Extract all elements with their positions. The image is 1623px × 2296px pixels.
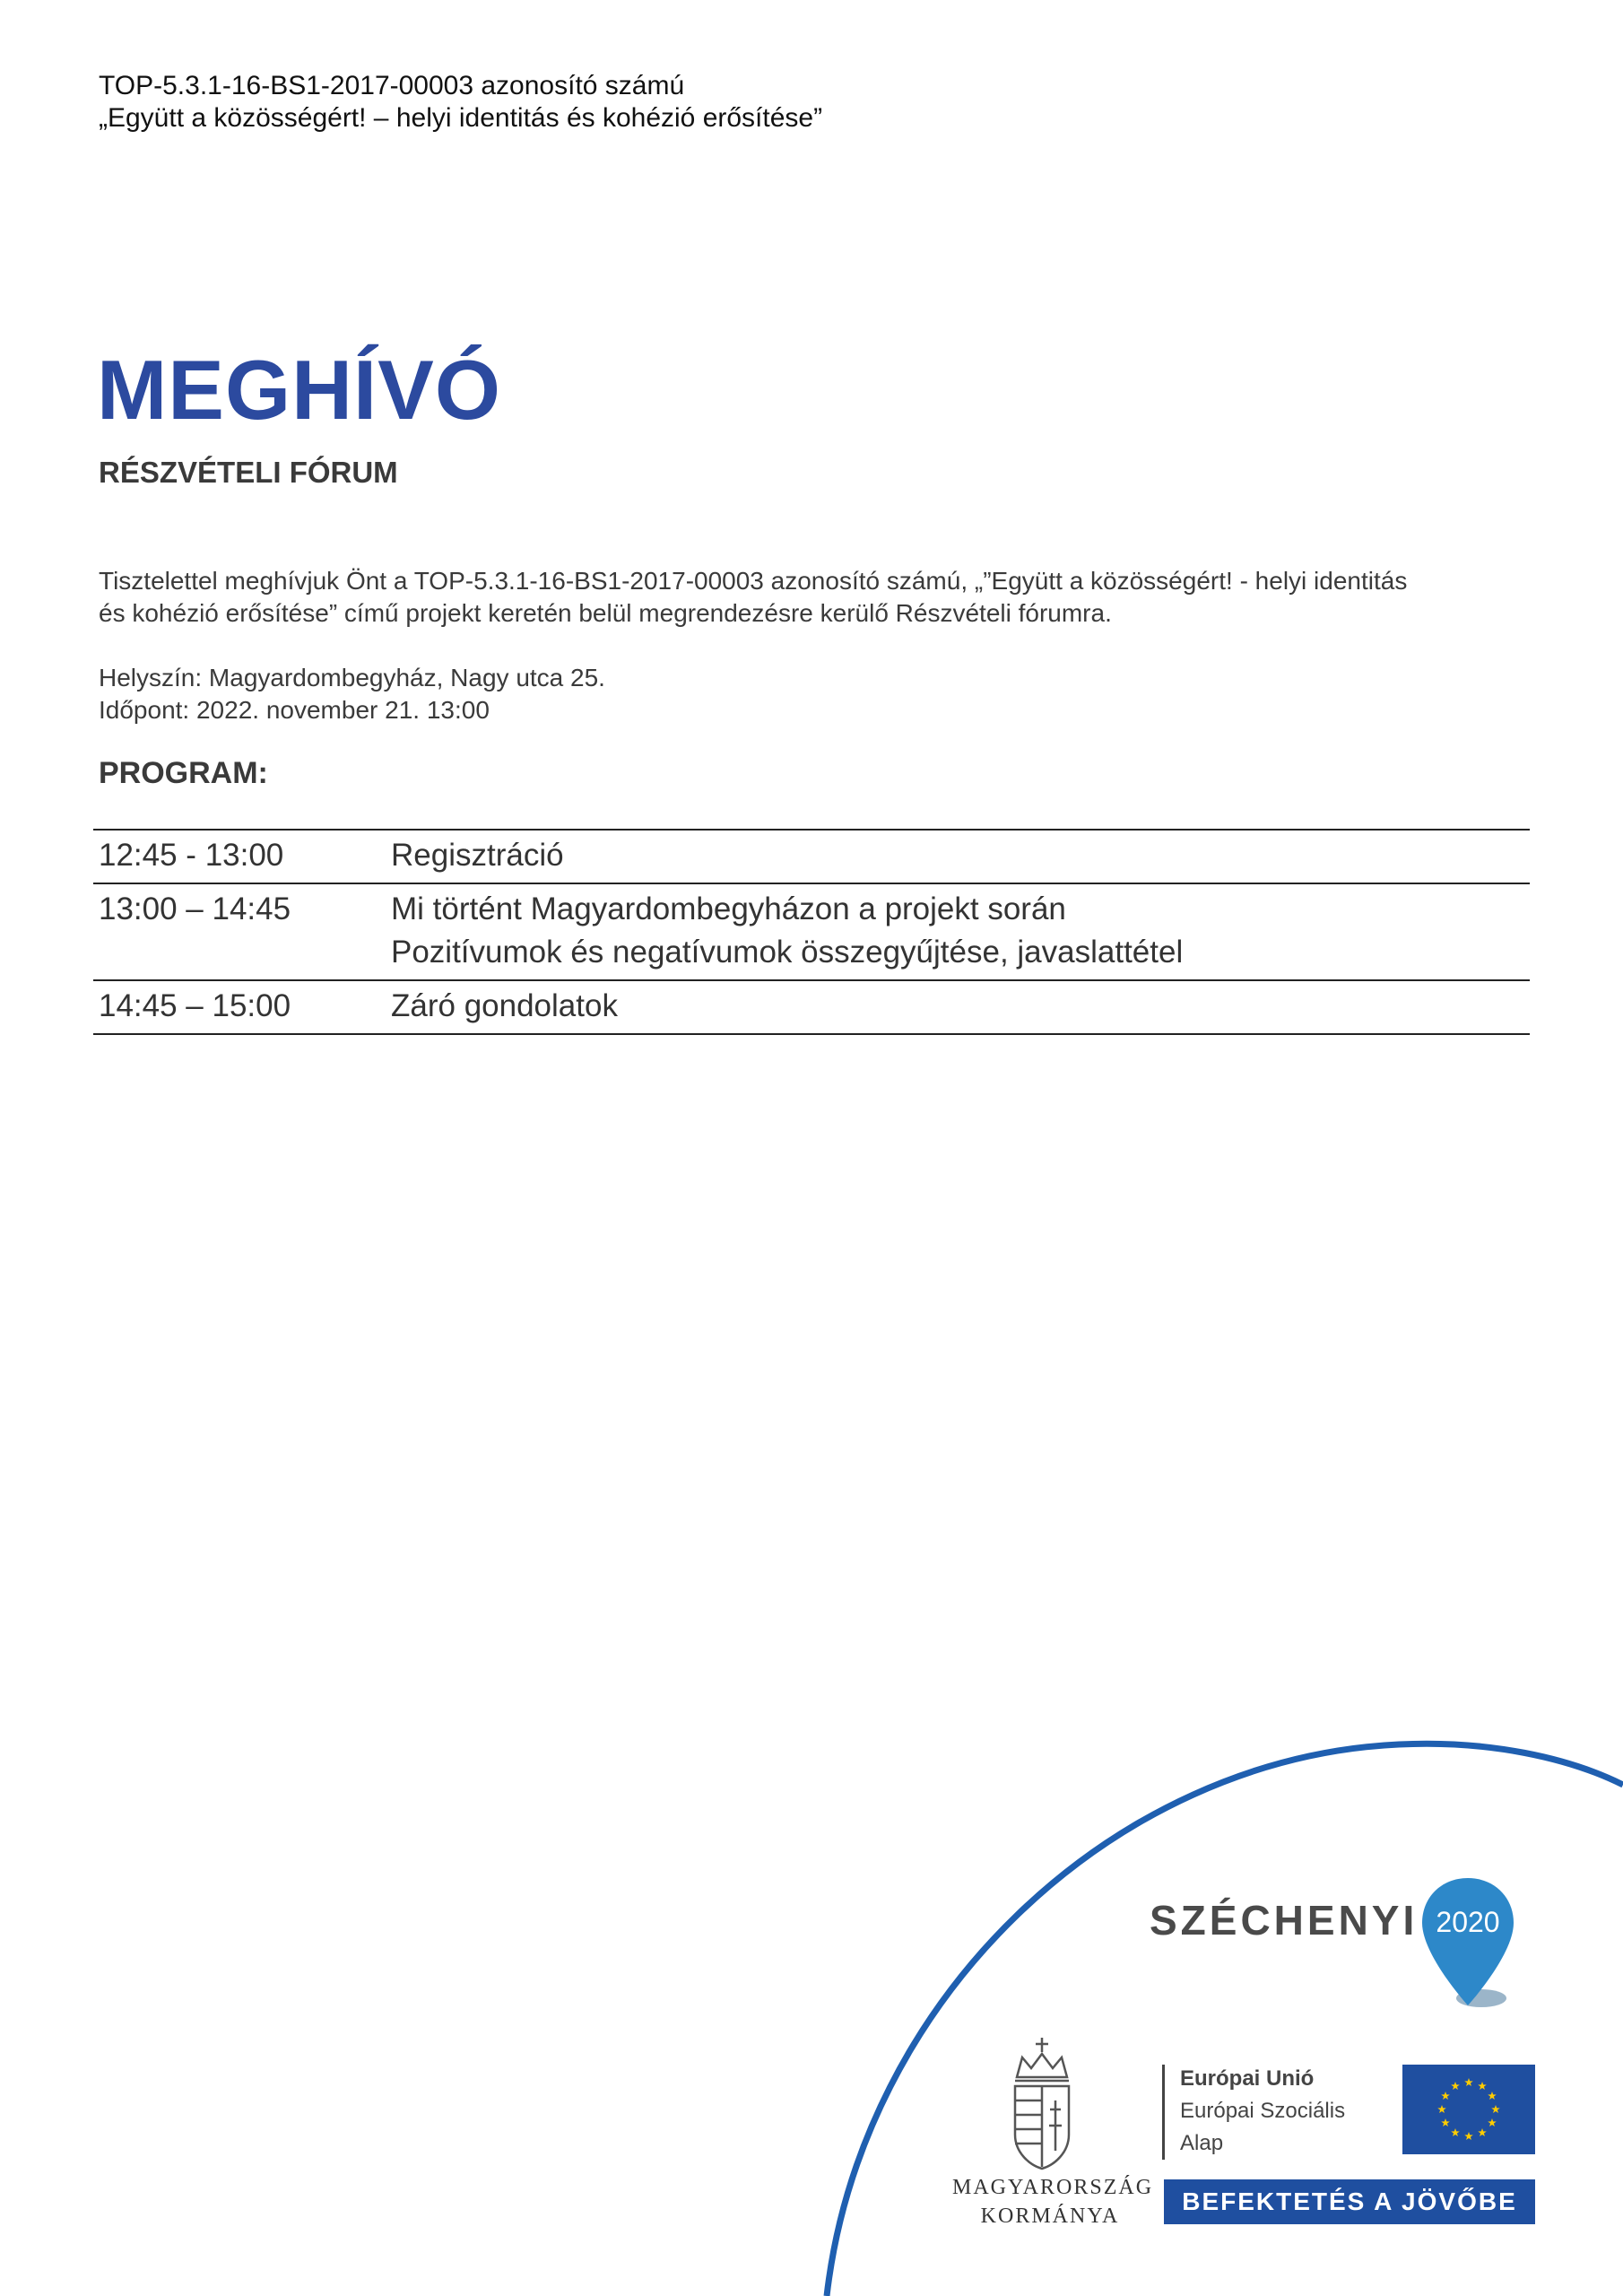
program-item: Mi történt Magyardombegyházon a projekt során [391,891,1066,926]
page-subtitle: RÉSZVÉTELI FÓRUM [99,456,398,489]
program-item: Regisztráció [391,838,564,873]
eu-fund-name: Európai Szociális [1180,2099,1346,2123]
szechenyi-pin-icon [1419,1874,1517,2009]
szechenyi-year: 2020 [1436,1906,1500,1938]
program-time: 13:00 – 14:45 [99,891,291,926]
hungarian-crest-icon [1010,2036,1074,2170]
government-name-line: KORMÁNYA [980,2205,1120,2228]
program-time: 14:45 – 15:00 [99,988,291,1023]
program-heading: PROGRAM: [99,756,268,790]
eu-divider [1162,2065,1165,2160]
event-location: Helyszín: Magyardombegyház, Nagy utca 25. [99,664,605,691]
intro-line: és kohézió erősítése” című projekt keretén belül megrendezésre kerülő Részvételi fórumra. [99,599,1112,627]
eu-fund-name: Alap [1180,2131,1224,2155]
event-time: Időpont: 2022. november 21. 13:00 [99,696,490,724]
government-name-line: MAGYARORSZÁG [952,2176,1154,2199]
program-item: Pozitívumok és negatívumok összegyűjtése, javaslattétel [391,935,1184,970]
project-id-line: TOP-5.3.1-16-BS1-2017-00003 azonosító számú [99,71,685,100]
intro-line: Tisztelettel meghívjuk Önt a TOP-5.3.1-16-BS1-2017-00003 azonosító számú, „”Együtt a közösségért! - helyi identitás [99,567,1408,595]
szechenyi-logo-text: SZÉCHENYI [1150,1897,1419,1944]
investment-banner: BEFEKTETÉS A JÖVŐBE [1164,2179,1535,2224]
eu-flag-icon [1402,2065,1535,2154]
eu-name: Európai Unió [1180,2066,1315,2091]
program-item: Záró gondolatok [391,988,618,1023]
project-title-line: „Együtt a közösségért! – helyi identitás és kohézió erősítése” [99,103,823,133]
program-time: 12:45 - 13:00 [99,838,284,873]
page-title: MEGHÍVÓ [97,343,501,437]
